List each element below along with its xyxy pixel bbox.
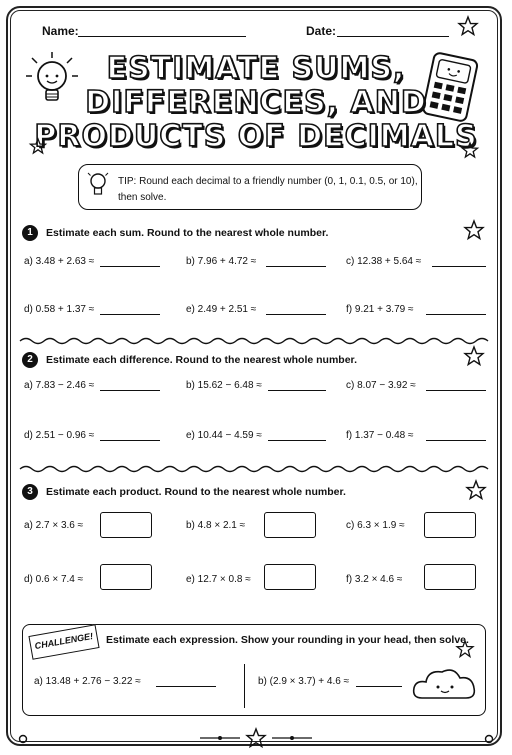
answer-box[interactable]	[264, 512, 316, 538]
problem: a) 2.7 × 3.6 ≈	[24, 520, 84, 531]
answer-line[interactable]	[356, 686, 402, 687]
star-icon	[464, 220, 484, 240]
answer-line[interactable]	[266, 266, 326, 267]
section-title: Estimate each product. Round to the nearest whole number.	[46, 486, 346, 498]
star-icon	[462, 142, 478, 158]
problem: c) 6.3 × 1.9 ≈	[346, 520, 405, 531]
name-label: Name:	[42, 24, 79, 38]
answer-box[interactable]	[100, 512, 152, 538]
answer-line[interactable]	[426, 440, 486, 441]
problem: c) 12.38 + 5.64 ≈	[346, 256, 422, 267]
section-title: Estimate each sum. Round to the nearest whole number.	[46, 227, 329, 239]
answer-line[interactable]	[426, 314, 486, 315]
star-icon	[30, 138, 46, 154]
problem: d) 0.58 + 1.37 ≈	[24, 304, 95, 315]
answer-line[interactable]	[268, 440, 326, 441]
answer-line[interactable]	[100, 266, 160, 267]
corner-dot	[18, 734, 28, 744]
star-icon	[466, 480, 486, 500]
problem: d) 0.6 × 7.4 ≈	[24, 574, 84, 585]
problem: e) 12.7 × 0.8 ≈	[186, 574, 251, 585]
problem: b) 7.96 + 4.72 ≈	[186, 256, 257, 267]
answer-line[interactable]	[426, 390, 486, 391]
problem: c) 8.07 − 3.92 ≈	[346, 380, 416, 391]
problem: b) 15.62 − 6.48 ≈	[186, 380, 262, 391]
problem: e) 2.49 + 2.51 ≈	[186, 304, 257, 315]
wavy-divider	[20, 336, 492, 346]
answer-line[interactable]	[100, 390, 160, 391]
answer-line[interactable]	[266, 314, 326, 315]
date-line[interactable]	[337, 36, 449, 37]
answer-line[interactable]	[156, 686, 216, 687]
answer-box[interactable]	[100, 564, 152, 590]
section-number: 3	[22, 484, 38, 500]
bottom-ornament	[200, 728, 312, 748]
lightbulb-icon	[86, 170, 110, 200]
challenge-badge: CHALLENGE!	[28, 624, 99, 659]
challenge-problem-a: a) 13.48 + 2.76 − 3.22 ≈	[34, 676, 141, 687]
section-number: 2	[22, 352, 38, 368]
star-icon	[456, 640, 474, 658]
wavy-divider	[20, 464, 492, 474]
answer-line[interactable]	[432, 266, 486, 267]
answer-box[interactable]	[264, 564, 316, 590]
challenge-problem-b: b) (2.9 × 3.7) + 4.6 ≈	[258, 676, 350, 687]
problem: a) 7.83 − 2.46 ≈	[24, 380, 95, 391]
answer-box[interactable]	[424, 564, 476, 590]
problem: d) 2.51 − 0.96 ≈	[24, 430, 95, 441]
answer-line[interactable]	[100, 440, 160, 441]
star-icon	[458, 16, 478, 36]
title-line-1: ESTIMATE SUMS,	[106, 51, 406, 86]
problem: f) 9.21 + 3.79 ≈	[346, 304, 414, 315]
title-line-3: PRODUCTS OF DECIMALS	[34, 119, 478, 154]
section-title: Estimate each difference. Round to the nearest whole number.	[46, 354, 357, 366]
tip-text: TIP: Round each decimal to a friendly number (0, 1, 0.1, 0.5, or 10), then solve.	[118, 176, 418, 203]
problem: f) 3.2 × 4.6 ≈	[346, 574, 403, 585]
answer-box[interactable]	[424, 512, 476, 538]
title-line-2: DIFFERENCES, AND	[85, 85, 427, 120]
answer-line[interactable]	[100, 314, 160, 315]
section-number: 1	[22, 225, 38, 241]
challenge-divider	[244, 664, 245, 708]
name-line[interactable]	[78, 36, 246, 37]
star-icon	[464, 346, 484, 366]
date-label: Date:	[306, 24, 337, 38]
problem: e) 10.44 − 4.59 ≈	[186, 430, 262, 441]
challenge-instruction: Estimate each expression. Show your rounding in your head, then solve.	[106, 634, 469, 646]
problem: b) 4.8 × 2.1 ≈	[186, 520, 246, 531]
problem: f) 1.37 − 0.48 ≈	[346, 430, 414, 441]
cloud-icon	[410, 660, 480, 706]
answer-line[interactable]	[268, 390, 326, 391]
corner-dot	[484, 734, 494, 744]
problem: a) 3.48 + 2.63 ≈	[24, 256, 95, 267]
